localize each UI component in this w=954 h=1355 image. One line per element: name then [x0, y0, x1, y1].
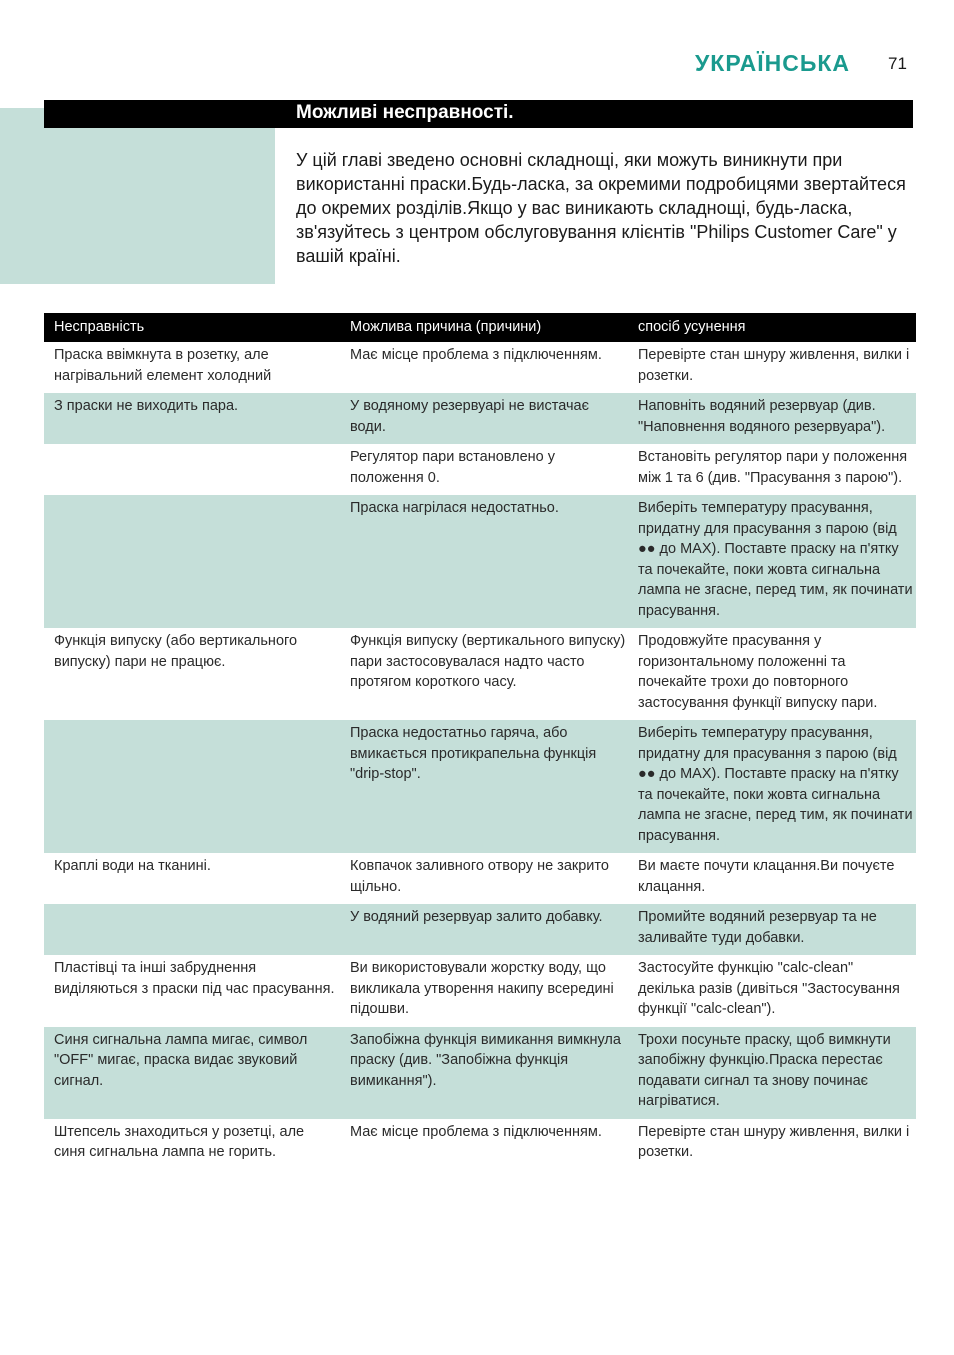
cell-solution: Виберіть температуру прасування, придатну для прасування з парою (від ●● до MAX). Поставте праску на п'ятку та почекайте, поки жовта сигнальна лампа не згасне, перед тим, як починати прасування. — [628, 495, 916, 628]
troubleshooting-table — [44, 313, 916, 1170]
cell-solution: Застосуйте функцію "calc-clean" декілька разів (дивіться "Застосування функції "calc-clean"). — [638, 960, 900, 1017]
cell-cause: Ви використовували жорстку воду, що викликала утворення накипу всередині підошви. — [350, 960, 614, 1017]
cell-cause: Праска нагрілася недостатньо. — [340, 495, 628, 628]
table-row — [44, 904, 916, 955]
cell-cause: Праска недостатньо гаряча, або вмикається протикрапельна функція "drip-stop". — [340, 720, 628, 853]
table-row — [44, 393, 916, 444]
table-row — [44, 342, 916, 393]
table-row — [44, 444, 916, 495]
header-cause: Можлива причина (причини) — [340, 313, 628, 342]
cell-solution: Трохи посуньте праску, щоб вимкнути запобіжну функцію.Праска перестає подавати сигнал та знову починає нагріватися. — [628, 1027, 916, 1119]
cell-cause: Ковпачок заливного отвору не закрито щільно. — [350, 858, 609, 895]
section-title-bar — [44, 100, 913, 128]
cell-problem — [44, 904, 340, 955]
cell-cause: Запобіжна функція вимикання вимкнула праску (див. "Запобіжна функція вимикання"). — [340, 1027, 628, 1119]
cell-problem — [44, 444, 340, 495]
table-header-row — [44, 313, 916, 342]
table-row — [44, 720, 916, 853]
sidebar-decoration — [0, 108, 275, 284]
section-title: Можливі несправності. — [296, 102, 514, 123]
table-row — [44, 495, 916, 628]
table-row — [44, 628, 916, 720]
cell-problem: Штепсель знаходиться у розетці, але синя сигнальна лампа не горить. — [54, 1123, 305, 1160]
cell-solution: Промийте водяний резервуар та не заливайте туди добавки. — [628, 904, 916, 955]
cell-problem — [44, 720, 340, 853]
cell-solution: Встановіть регулятор пари у положення між 1 та 6 (див. "Прасування з парою"). — [638, 449, 908, 486]
language-label: УКРАЇНСЬКА — [695, 50, 851, 76]
intro-paragraph: У цій главі зведено основні складнощі, яки можуть виникнути при використанні праски.Будь-ласка, за окремими подробицями звертайтеся до окремих розділів.Якщо у вас виникають складнощі, будь-ласка, зв'язуйтесь з центром обслуговування клієнтів "Philips Customer Care" у вашій країні. — [296, 150, 906, 266]
header-solution: спосіб усунення — [628, 313, 916, 342]
cell-solution: Наповніть водяний резервуар (див. "Наповнення водяного резервуара"). — [628, 393, 916, 444]
cell-solution: Перевірте стан шнуру живлення, вилки і розетки. — [638, 347, 910, 384]
cell-solution: Перевірте стан шнуру живлення, вилки і розетки. — [638, 1123, 910, 1160]
header-problem: Несправність — [44, 313, 340, 342]
cell-problem: Функція випуску (або вертикального випуску) пари не працює. — [54, 633, 298, 670]
cell-problem: Краплі води на тканині. — [54, 858, 211, 874]
cell-cause: У водяному резервуарі не вистачає води. — [340, 393, 628, 444]
cell-solution: Продовжуйте прасування у горизонтальному положенні та почекайте трохи до повторного застосування функції випуску пари. — [638, 633, 878, 711]
cell-problem: Пластівці та інші забруднення виділяються з праски під час прасування. — [54, 960, 335, 997]
cell-problem: Синя сигнальна лампа мигає, символ "OFF" мигає, праска видає звуковий сигнал. — [44, 1027, 340, 1119]
cell-cause: Функція випуску (вертикального випуску) пари застосовувалася надто часто протягом короткого часу. — [350, 633, 626, 690]
page-number: 71 — [888, 54, 907, 73]
table-row — [44, 1027, 916, 1119]
cell-cause: Має місце проблема з підключенням. — [350, 1123, 602, 1140]
cell-cause: У водяний резервуар залито добавку. — [340, 904, 628, 955]
cell-problem — [44, 495, 340, 628]
cell-problem: Праска ввімкнута в розетку, але нагрівальний елемент холодний — [54, 347, 272, 384]
cell-cause: Має місце проблема з підключенням. — [350, 347, 602, 363]
cell-solution: Ви маєте почути клацання.Ви почуєте клацання. — [638, 858, 895, 895]
table-row — [44, 853, 916, 904]
cell-solution: Виберіть температуру прасування, придатну для прасування з парою (від ●● до MAX). Поставте праску на п'ятку та почекайте, поки жовта сигнальна лампа не згасне, перед тим, як починати прасування. — [628, 720, 916, 853]
cell-problem: З праски не виходить пара. — [44, 393, 340, 444]
table-row — [44, 955, 916, 1027]
table-row — [44, 1119, 916, 1170]
cell-cause: Регулятор пари встановлено у положення 0. — [350, 449, 556, 486]
